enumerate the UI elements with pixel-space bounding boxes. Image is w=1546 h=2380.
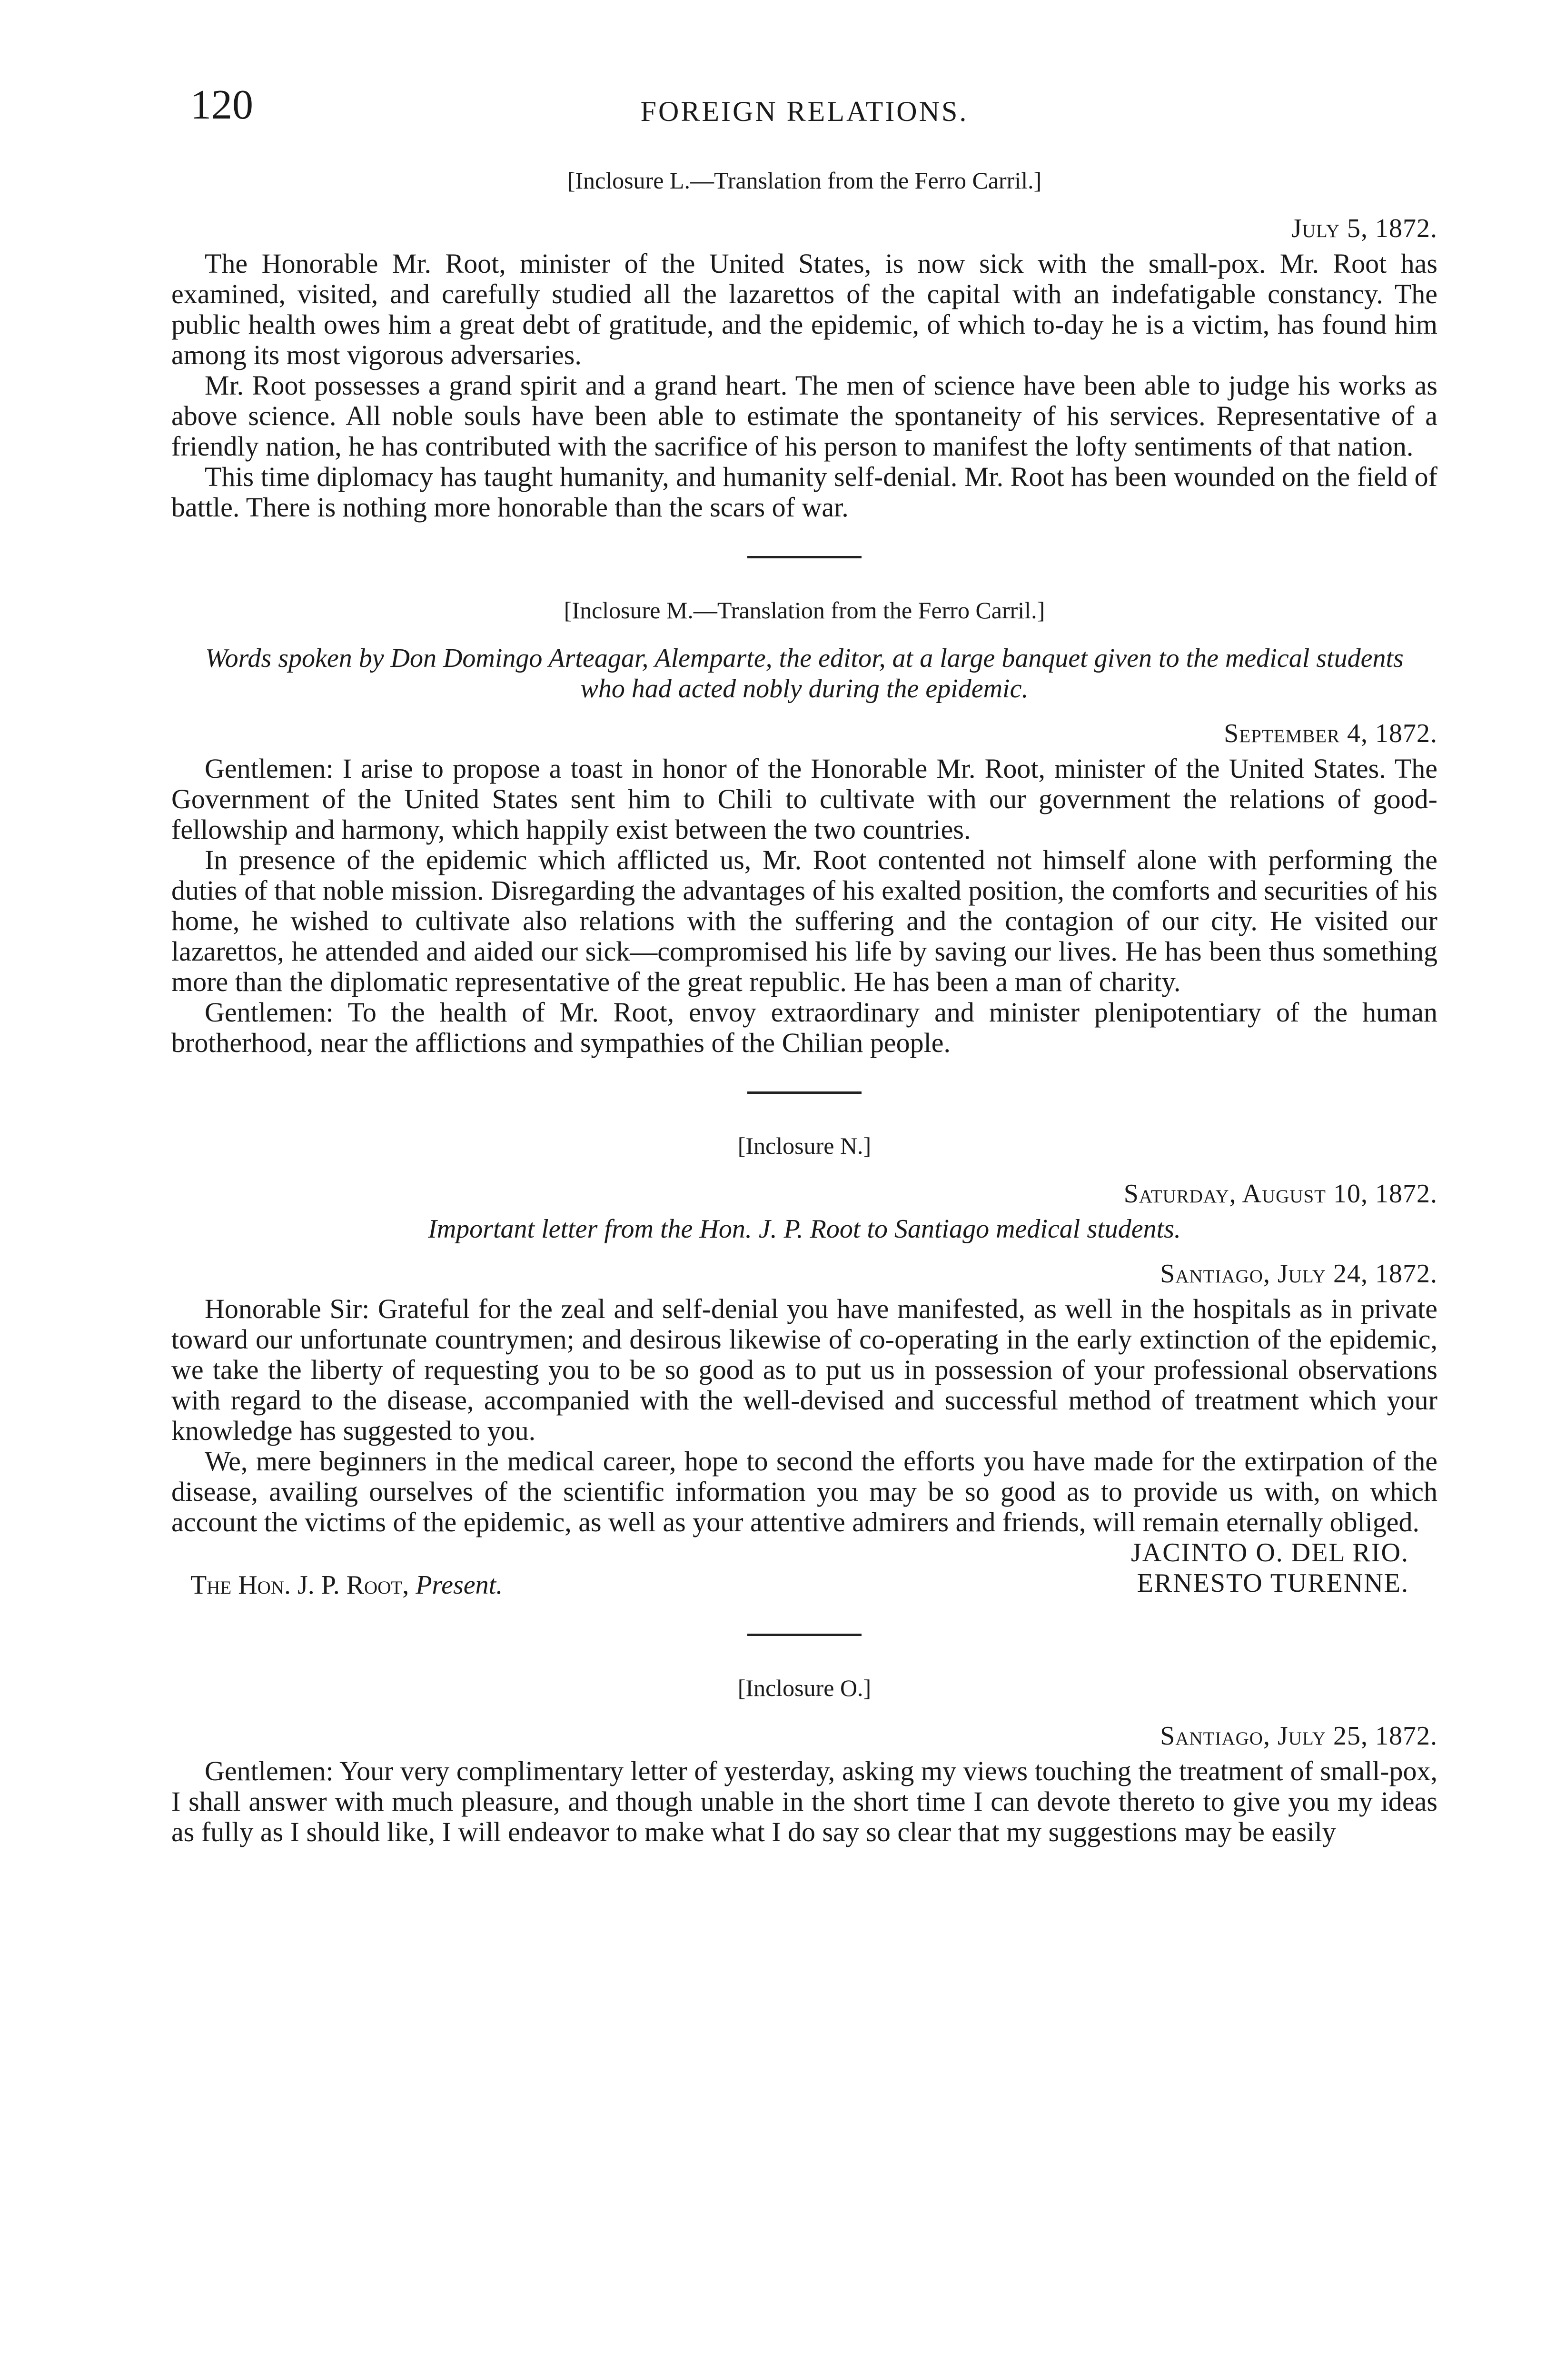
paragraph: We, mere beginners in the medical career, hope to second the efforts you have made for the extirpation of the disease, availing ourselves of the scientific information you may be so good as to provide us with, on which account the victims of the epidemic, as well as your attentive admirers and friends, will remain eternally obliged. [171, 1446, 1437, 1537]
inclosure-l [171, 167, 1437, 523]
paragraph: The Honorable Mr. Root, minister of the United States, is now sick with the small-pox. Mr. Root has examined, visited, and carefully studied all the lazarettos of the capital with an indefatigable constancy. The public health owes him a great debt of gratitude, and the epidemic, of which to-day he is a victim, has found him among its most vigorous adversaries. [171, 248, 1437, 370]
address-name: The Hon. J. P. Root, [190, 1570, 409, 1600]
inclosure-title: [Inclosure M.—Translation from the Ferro Carril.] [564, 597, 1045, 624]
dateline: September 4, 1872. [1224, 719, 1437, 748]
letter-dateline: Santiago, July 24, 1872. [1160, 1259, 1437, 1289]
dateline: Saturday, August 10, 1872. [1123, 1179, 1437, 1209]
paragraph: Gentlemen: Your very complimentary letter of yesterday, asking my views touching the treatment of small-pox, I shall answer with much pleasure, and though unable in the short time I can devote thereto to give you my ideas as fully as I should like, I will endeavor to make what I do say so clear that my suggestions may be easily [171, 1755, 1437, 1847]
paragraph: In presence of the epidemic which afflicted us, Mr. Root contented not himself alone with performing the duties of that noble mission. Disregarding the advantages of his exalted position, the comforts and securities of his home, he wished to cultivate also relations with the suffering and the contagion of our city. He visited our lazarettos, he attended and aided our sick—compromised his life by saving our lives. He has been thus something more than the diplomatic representative of the great republic. He has been a man of charity. [171, 844, 1437, 997]
caption: Important letter from the Hon. J. P. Root to Santiago medical students. [428, 1214, 1181, 1244]
paragraph: Gentlemen: To the health of Mr. Root, envoy extraordinary and minister plenipotentiary of the human brotherhood, near the afflictions and sympathies of the Chilian people. [171, 997, 1437, 1058]
inclosure-n [171, 1132, 1437, 1600]
inclosure-title: [Inclosure O.] [737, 1675, 872, 1701]
paragraph: Honorable Sir: Grateful for the zeal and self-denial you have manifested, as well in the hospitals as in private toward our unfortunate countrymen; and desirous likewise of co-operating in the early extinction of the epidemic, we take the liberty of requesting you to be so good as to put us in possession of your professional observations with regard to the disease, accompanied with the well-devised and successful method of treatment which your knowledge has suggested to you. [171, 1293, 1437, 1446]
dateline: Santiago, July 25, 1872. [1160, 1721, 1437, 1751]
running-head: FOREIGN RELATIONS. [640, 96, 969, 127]
address-suffix: Present. [416, 1570, 503, 1600]
signature: ERNESTO TURENNE. [1137, 1568, 1409, 1598]
inclosure-title: [Inclosure N.] [737, 1132, 872, 1159]
section-divider [747, 1091, 862, 1094]
paragraph: Mr. Root possesses a grand spirit and a grand heart. The men of science have been able to judge his works as above science. All noble souls have been able to estimate the spontaneity of his services. Representative of a friendly nation, he has contributed with the sacrifice of his person to manifest the lofty sentiments of that nation. [171, 370, 1437, 462]
signature: JACINTO O. DEL RIO. [1131, 1538, 1409, 1567]
page-header [171, 76, 1437, 152]
inclosure-m [171, 596, 1437, 1058]
caption: Words spoken by Don Domingo Arteagar, Alemparte, the editor, at a large banquet given to the medical students who had acted nobly during the epidemic. [205, 644, 1404, 704]
inclosure-o [171, 1674, 1437, 1847]
page-number: 120 [190, 82, 253, 128]
paragraph: This time diplomacy has taught humanity, and humanity self-denial. Mr. Root has been wounded on the field of battle. There is nothing more honorable than the scars of war. [171, 461, 1437, 523]
section-divider [747, 1634, 862, 1636]
document-page [171, 76, 1437, 1847]
inclosure-title: [Inclosure L.—Translation from the Ferro Carril.] [567, 167, 1042, 194]
dateline: July 5, 1872. [1291, 214, 1437, 243]
section-divider [747, 556, 862, 558]
paragraph: Gentlemen: I arise to propose a toast in honor of the Honorable Mr. Root, minister of the United States. The Government of the United States sent him to Chili to cultivate with our government the relations of good-fellowship and harmony, which happily exist between the two countries. [171, 753, 1437, 845]
